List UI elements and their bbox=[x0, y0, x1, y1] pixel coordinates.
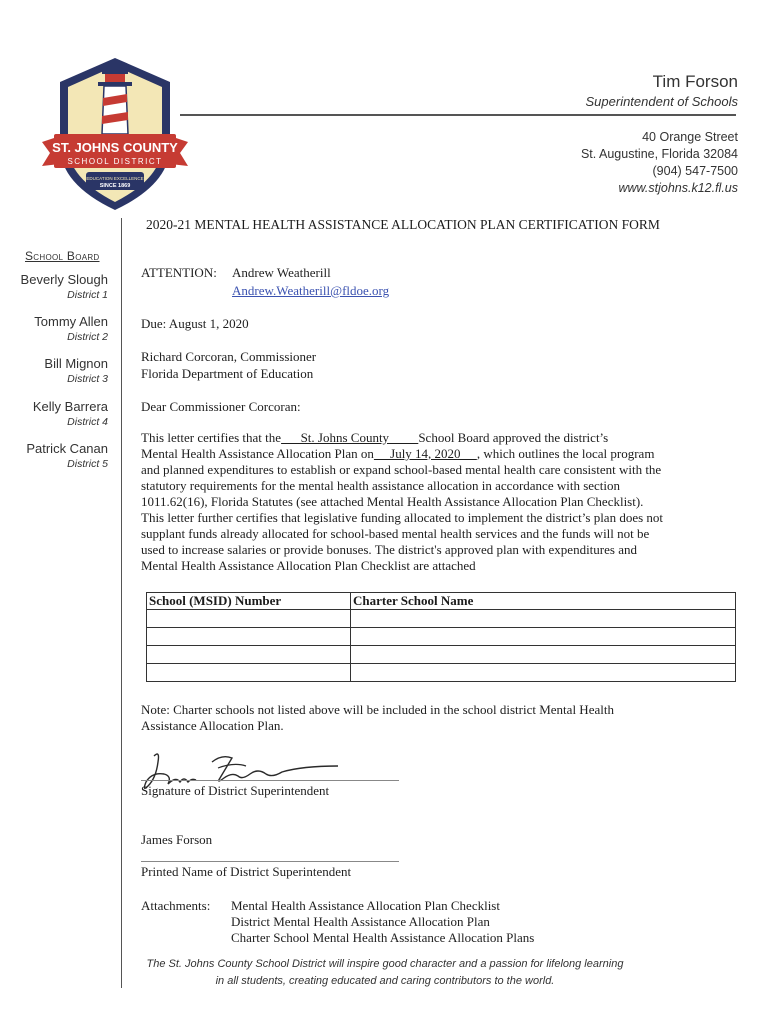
board-member-district: District 3 bbox=[67, 373, 108, 385]
phone-number: (904) 547-7500 bbox=[652, 164, 738, 178]
address-city: St. Augustine, Florida 32084 bbox=[580, 147, 738, 161]
table-cell bbox=[351, 646, 736, 664]
board-member-name: Bill Mignon bbox=[44, 356, 108, 371]
printed-name: James Forson bbox=[141, 832, 213, 847]
signature-line bbox=[141, 780, 399, 781]
board-member-district: District 1 bbox=[67, 289, 108, 301]
attention-email-link[interactable]: Andrew.Weatherill@fldoe.org bbox=[232, 283, 390, 298]
mission-statement-line: The St. Johns County School District will inspire good character and a passion for lifelong learning bbox=[146, 958, 624, 970]
address-street: 40 Orange Street bbox=[642, 130, 738, 144]
district-name-fill: St. Johns County bbox=[281, 430, 419, 445]
note-line: Note: Charter schools not listed above will be included in the school district Mental Health bbox=[141, 702, 614, 717]
attachment-item: District Mental Health Assistance Allocation Plan bbox=[231, 914, 490, 929]
charter-school-table bbox=[146, 592, 736, 682]
district-logo bbox=[40, 54, 190, 214]
board-member-district: District 4 bbox=[67, 416, 108, 428]
due-date: Due: August 1, 2020 bbox=[141, 316, 249, 331]
body-line: supplant funds already allocated for school-based mental health services and the funds will not be bbox=[141, 526, 650, 541]
board-member-name: Tommy Allen bbox=[34, 314, 108, 329]
letterhead-divider bbox=[180, 114, 736, 116]
recipient-name: Richard Corcoran, Commissioner bbox=[141, 349, 317, 364]
signature-label: Signature of District Superintendent bbox=[141, 783, 330, 798]
logo-name-text: ST. JOHNS COUNTY bbox=[52, 140, 178, 155]
printed-name-label: Printed Name of District Superintendent bbox=[141, 864, 352, 879]
body-line: used to increase salaries or provide bonuses. The district's approved plan with expenditures and bbox=[141, 542, 637, 557]
superintendent-title: Superintendent of Schools bbox=[585, 94, 738, 109]
salutation: Dear Commissioner Corcoran: bbox=[141, 399, 301, 414]
body-line: This letter certifies that the St. Johns County School Board approved the district’s bbox=[141, 430, 609, 445]
table-cell bbox=[147, 628, 351, 646]
table-row bbox=[147, 628, 736, 646]
attachments-label: Attachments: bbox=[141, 898, 211, 913]
table-cell bbox=[351, 664, 736, 682]
note-line: Assistance Allocation Plan. bbox=[141, 718, 284, 733]
board-member-district: District 5 bbox=[67, 458, 108, 470]
logo-ribbon-top: EDUCATION EXCELLENCE bbox=[86, 176, 144, 181]
table-row bbox=[147, 610, 736, 628]
approval-date-fill: July 14, 2020 bbox=[373, 446, 477, 461]
table-cell bbox=[351, 610, 736, 628]
table-cell bbox=[147, 646, 351, 664]
board-member-name: Patrick Canan bbox=[26, 441, 108, 456]
sidebar-divider bbox=[121, 218, 122, 988]
board-member-name: Beverly Slough bbox=[20, 272, 108, 287]
attachment-item: Charter School Mental Health Assistance Allocation Plans bbox=[231, 930, 535, 945]
attention-name: Andrew Weatherill bbox=[232, 265, 331, 280]
table-row bbox=[147, 646, 736, 664]
column-header-charter-name: Charter School Name bbox=[351, 593, 736, 610]
body-line: This letter further certifies that legislative funding allocated to implement the district’s plan does not bbox=[141, 510, 664, 525]
table-cell bbox=[147, 664, 351, 682]
board-member-name: Kelly Barrera bbox=[32, 399, 108, 414]
printed-name-line bbox=[141, 861, 399, 862]
form-title: 2020-21 MENTAL HEALTH ASSISTANCE ALLOCATION PLAN CERTIFICATION FORM bbox=[146, 217, 660, 232]
attention-label: ATTENTION: bbox=[141, 265, 217, 280]
website: www.stjohns.k12.fl.us bbox=[618, 181, 738, 195]
table-header-row bbox=[147, 593, 736, 610]
table-cell bbox=[147, 610, 351, 628]
school-board-heading: School Board bbox=[25, 249, 100, 263]
body-line: 1011.62(16), Florida Statutes (see attached Mental Health Assistance Allocation Plan Checklist). bbox=[141, 494, 644, 509]
body-line: statutory requirements for the mental health assistance allocation in accordance with section bbox=[141, 478, 621, 493]
table-cell bbox=[351, 628, 736, 646]
body-line: and planned expenditures to establish or expand school-based mental health care consistent with the bbox=[141, 462, 662, 477]
board-member-district: District 2 bbox=[67, 331, 108, 343]
body-line: Mental Health Assistance Allocation Plan on July 14, 2020 , which outlines the local program bbox=[141, 446, 655, 461]
recipient-organization: Florida Department of Education bbox=[141, 366, 314, 381]
column-header-msid: School (MSID) Number bbox=[147, 593, 351, 610]
table-row bbox=[147, 664, 736, 682]
logo-sub-text: SCHOOL DISTRICT bbox=[67, 157, 163, 166]
attachment-item: Mental Health Assistance Allocation Plan Checklist bbox=[231, 898, 500, 913]
superintendent-name: Tim Forson bbox=[652, 72, 738, 91]
mission-statement-line: in all students, creating educated and caring contributors to the world. bbox=[215, 975, 555, 987]
body-line: Mental Health Assistance Allocation Plan Checklist are attached bbox=[141, 558, 476, 573]
logo-ribbon-bottom: SINCE 1869 bbox=[99, 183, 131, 189]
